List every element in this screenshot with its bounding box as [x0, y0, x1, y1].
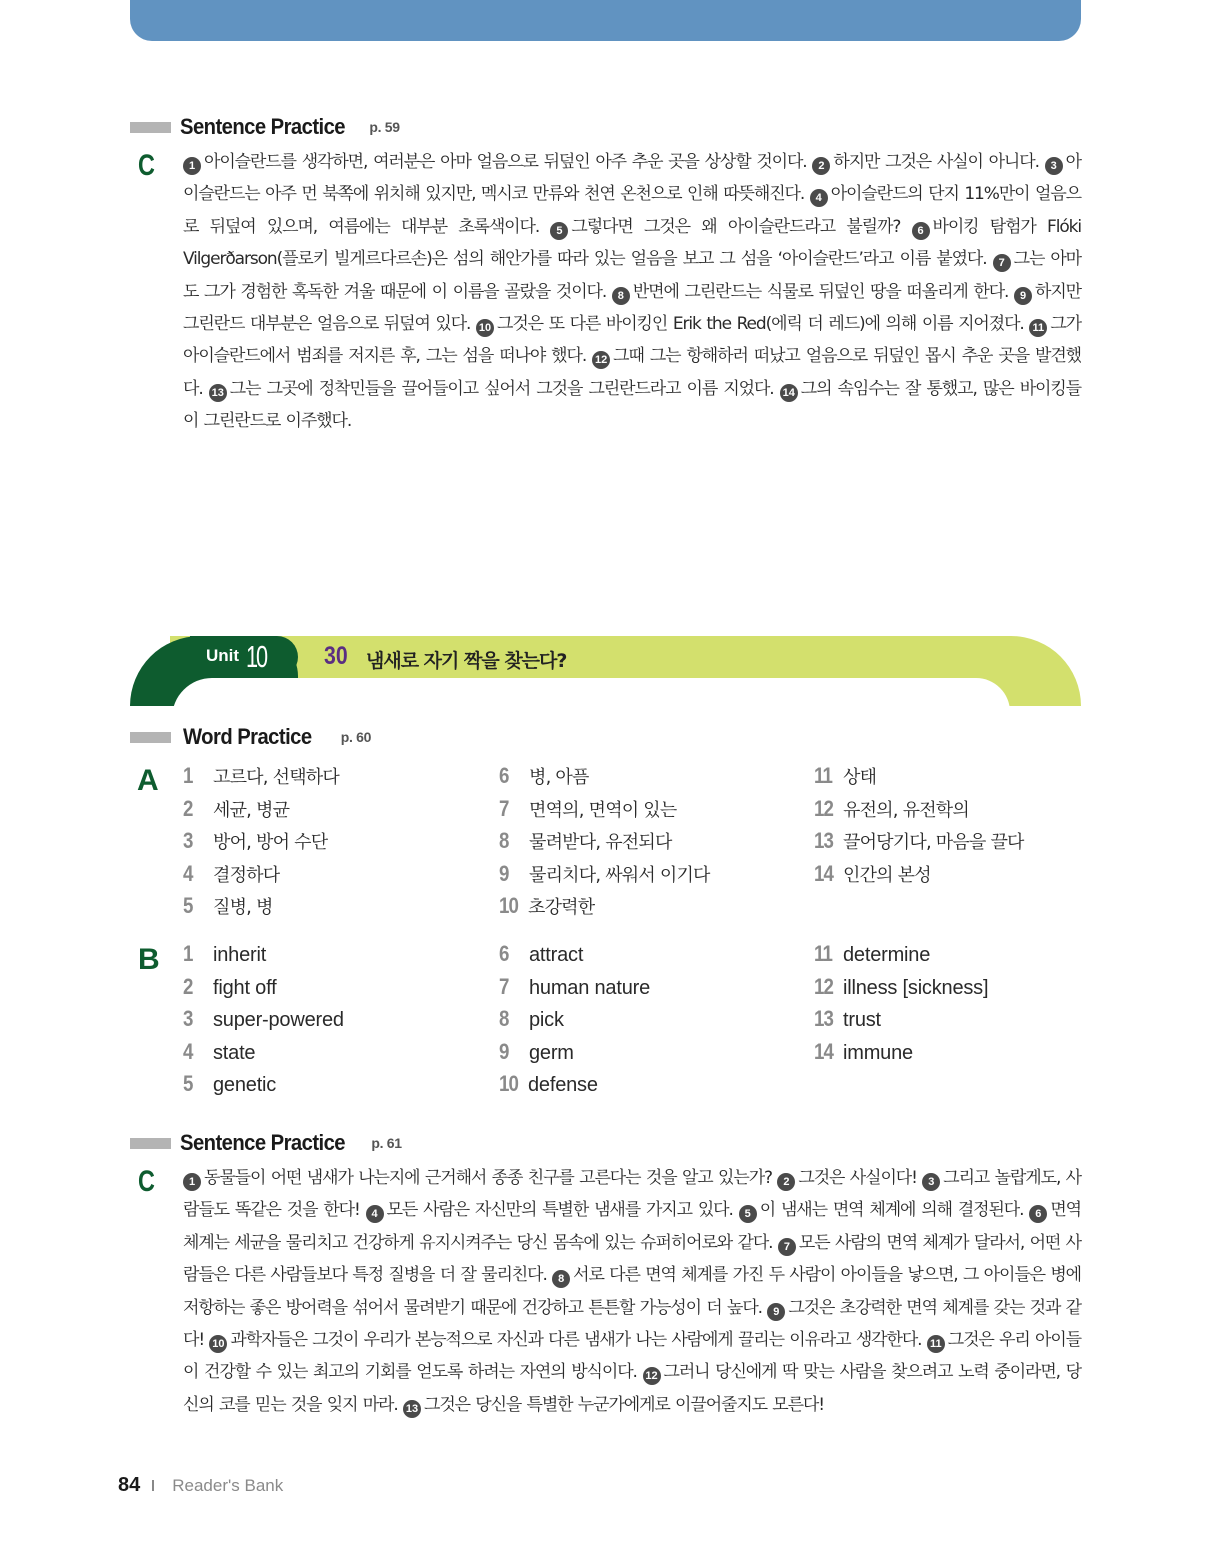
word-text: 초강력한: [528, 897, 595, 918]
book-title: Reader's Bank: [172, 1475, 284, 1495]
sentence-number-icon: 1: [183, 157, 201, 175]
word-text: state: [213, 1041, 256, 1064]
word-number: 9: [499, 1038, 510, 1064]
sentence-number-icon: 13: [403, 1400, 421, 1418]
section-bar-icon: [130, 122, 171, 133]
sentence-number-icon: 7: [993, 254, 1011, 272]
sentence-text: 그는 아마도 그가 경험한 혹독한 겨울 때문에 이 이름을 골랐을 것이다.: [183, 249, 1082, 302]
sentence-number-icon: 8: [552, 1270, 570, 1288]
word-text: 방어, 방어 수단: [213, 832, 328, 853]
word-number: 4: [183, 860, 194, 886]
section-title: Sentence Practice: [180, 114, 346, 139]
sentence-text: 하지만 그것은 사실이 아니다.: [833, 152, 1045, 172]
sentence-text: 그가 아이슬란드에서 범죄를 저지른 후, 그는 섬을 떠나야 했다.: [183, 314, 1082, 367]
sentence-paragraph-2: [183, 1162, 1081, 1421]
word-item: [183, 763, 339, 796]
word-item: [183, 893, 339, 926]
sentence-number-icon: 4: [366, 1205, 384, 1223]
word-item: [814, 974, 988, 1007]
sentence-text: 그것은 또 다른 바이킹인 Erik the Red(에릭 더 레드)에 의해 이름 지어졌다.: [497, 314, 1030, 335]
word-item: [183, 861, 339, 894]
section-header-sentence-practice-2: [130, 1128, 402, 1158]
word-text: determine: [843, 944, 931, 966]
word-number: 14: [814, 1038, 834, 1064]
word-item: [183, 974, 344, 1007]
sentence-number-icon: 2: [812, 157, 830, 175]
sentence-number-icon: 12: [592, 351, 610, 369]
sentence-number-icon: 14: [780, 384, 798, 402]
word-item: [814, 1006, 988, 1039]
word-text: 면역의, 면역이 있는: [529, 799, 677, 821]
word-text: illness [sickness]: [843, 976, 989, 999]
page-footer: [118, 1474, 283, 1497]
sentence-number-icon: 7: [778, 1238, 796, 1256]
word-item: [183, 1039, 344, 1072]
word-number: 1: [183, 941, 194, 966]
word-text: genetic: [213, 1074, 277, 1096]
sentence-text: 아이슬란드를 생각하면, 여러분은 아마 얼음으로 뒤덮인 아주 추운 곳을 상상할 것이다.: [204, 152, 813, 172]
sentence-text: 이 냄새는 면역 체계에 의해 결정된다.: [759, 1200, 1030, 1221]
lesson-number: 30: [324, 642, 348, 670]
word-column: [183, 763, 339, 926]
sentence-number-icon: 11: [1029, 319, 1047, 337]
section-header-word-practice: [130, 722, 371, 752]
word-item: [814, 763, 1024, 796]
section-title: Word Practice: [183, 724, 312, 749]
sentence-text: 하지만 그린란드 대부분은 얼음으로 뒤덮여 있다.: [183, 281, 1081, 335]
sentence-number-icon: 9: [767, 1303, 785, 1321]
page-number: 84: [118, 1474, 141, 1496]
sentence-number-icon: 8: [612, 287, 630, 305]
word-item: [499, 893, 710, 926]
word-text: 고르다, 선택하다: [213, 767, 339, 788]
sentence-number-icon: 1: [183, 1173, 201, 1191]
word-number: 1: [183, 763, 194, 788]
sentence-text: 바이킹 탐험가 Flóki Vilgerðarson(플로키 빌게르다르손)은 섬의 해안가를 따라 있는 얼음을 보고 그 섬을 ‘아이슬란드’라고 이름 붙였다.: [183, 216, 1081, 270]
sentence-text: 그것은 초강력한 면역 체계를 갖는 것과 같다!: [183, 1297, 1082, 1351]
sentence-text: 과학자들은 그것이 우리가 본능적으로 자신과 다른 냄새가 나는 사람에게 끌리는 이유라고 생각한다.: [230, 1330, 927, 1351]
word-number: 14: [814, 860, 834, 886]
word-column: [499, 941, 650, 1104]
word-item: [499, 1071, 650, 1104]
sentence-text: 그것은 당신을 특별한 누군가에게로 이끌어줄지도 모른다!: [424, 1394, 824, 1415]
word-text: 물리치다, 싸워서 이기다: [529, 864, 710, 886]
unit-label: Unit: [206, 646, 240, 665]
word-number: 10: [499, 893, 519, 918]
exercise-letter-c: C: [138, 1165, 155, 1198]
word-item: [814, 861, 1024, 894]
word-text: 결정하다: [213, 864, 280, 886]
sentence-number-icon: 4: [810, 189, 828, 207]
word-text: immune: [843, 1041, 913, 1064]
word-number: 8: [499, 828, 510, 853]
word-text: 상태: [843, 767, 877, 788]
word-item: [499, 1039, 650, 1072]
word-number: 12: [814, 795, 834, 821]
sentence-number-icon: 3: [1045, 157, 1063, 175]
word-number: 13: [814, 828, 834, 853]
word-item: [183, 828, 339, 861]
word-text: 세균, 병균: [213, 799, 290, 821]
word-number: 13: [814, 1006, 834, 1031]
word-text: fight off: [213, 976, 277, 999]
word-text: 인간의 본성: [843, 864, 931, 886]
section-bar-icon: [130, 1138, 171, 1149]
word-item: [499, 941, 650, 974]
word-number: 4: [183, 1038, 194, 1064]
word-column: [499, 763, 710, 926]
word-item: [499, 1006, 650, 1039]
sentence-number-icon: 12: [643, 1367, 661, 1385]
sentence-text: 그리고 놀랍게도, 사람들도 똑같은 것을 한다!: [183, 1168, 1082, 1221]
lesson-title: 냄새로 자기 짝을 찾는다?: [366, 650, 567, 672]
word-item: [814, 828, 1024, 861]
word-number: 11: [814, 941, 833, 966]
word-text: germ: [529, 1041, 574, 1064]
word-number: 5: [183, 1071, 194, 1096]
word-item: [499, 828, 710, 861]
word-number: 6: [499, 763, 510, 788]
word-item: [814, 796, 1024, 829]
sentence-text: 면역 체계는 세균을 물리치고 건강하게 유지시켜주는 당신 몸속에 있는 슈퍼히어로와 같다.: [183, 1200, 1081, 1253]
sentence-text: 아이슬란드는 아주 먼 북쪽에 위치해 있지만, 멕시코 만류와 천연 온천으로 인해 따뜻해진다.: [183, 152, 1081, 205]
word-text: pick: [529, 1009, 564, 1031]
sentence-number-icon: 5: [739, 1205, 757, 1223]
word-number: 6: [499, 941, 510, 966]
sentence-number-icon: 5: [550, 222, 568, 240]
word-number: 2: [183, 973, 194, 999]
sentence-number-icon: 10: [476, 319, 494, 337]
section-title: Sentence Practice: [180, 1130, 346, 1155]
word-text: super-powered: [213, 1009, 344, 1031]
word-number: 3: [183, 828, 194, 853]
section-bar-icon: [130, 732, 171, 743]
word-item: [499, 796, 710, 829]
sentence-number-icon: 2: [777, 1173, 795, 1191]
sentence-number-icon: 11: [927, 1335, 945, 1353]
exercise-letter-c: C: [138, 149, 155, 182]
unit-number: 10: [246, 639, 266, 674]
sentence-text: 아이슬란드의 단지 11%만이 얼음으로 뒤덮여 있으며, 여름에는 대부분 초록색이다.: [183, 184, 1081, 237]
sentence-text: 그것은 사실이다!: [798, 1168, 923, 1188]
word-number: 5: [183, 893, 194, 918]
word-item: [814, 1039, 988, 1072]
sentence-text: 모든 사람은 자신만의 특별한 냄새를 가지고 있다.: [386, 1200, 739, 1221]
sentence-number-icon: 13: [209, 384, 227, 402]
word-text: human nature: [529, 976, 651, 999]
word-item: [499, 974, 650, 1007]
word-item: [814, 941, 988, 974]
word-column: [814, 763, 1024, 893]
word-number: 8: [499, 1006, 510, 1031]
exercise-letter-b: B: [138, 943, 160, 976]
word-item: [183, 941, 344, 974]
word-number: 10: [499, 1071, 519, 1096]
word-text: attract: [529, 944, 584, 966]
sentence-number-icon: 3: [922, 1173, 940, 1191]
word-text: 끌어당기다, 마음을 끌다: [843, 832, 1024, 853]
word-item: [183, 796, 339, 829]
word-number: 9: [499, 860, 510, 886]
word-number: 11: [814, 763, 833, 788]
sentence-text: 그때 그는 항해하러 떠났고 얼음으로 뒤덮인 몹시 추운 곳을 발견했다.: [183, 346, 1081, 399]
word-column: [814, 941, 988, 1071]
top-banner: [130, 0, 1081, 41]
sentence-number-icon: 10: [209, 1335, 227, 1353]
word-column: [183, 941, 344, 1104]
sentence-text: 동물들이 어떤 냄새가 나는지에 근거해서 종종 친구를 고른다는 것을 알고 있는가?: [204, 1168, 778, 1188]
word-number: 12: [814, 973, 834, 999]
section-page-ref: p. 60: [340, 729, 372, 745]
word-text: inherit: [213, 944, 267, 966]
sentence-number-icon: 6: [1029, 1205, 1047, 1223]
word-number: 2: [183, 795, 194, 821]
word-number: 3: [183, 1006, 194, 1031]
section-page-ref: p. 61: [371, 1135, 402, 1151]
unit-banner: [130, 636, 1081, 706]
word-text: 병, 아픔: [529, 767, 589, 788]
section-page-ref: p. 59: [369, 119, 400, 135]
sentence-text: 그렇다면 그것은 왜 아이슬란드라고 불릴까?: [571, 216, 912, 237]
word-item: [499, 861, 710, 894]
sentence-text: 그의 속임수는 잘 통했고, 많은 바이킹들이 그린란드로 이주했다.: [183, 378, 1081, 432]
sentence-text: 그것은 우리 아이들이 건강할 수 있는 최고의 기회를 얻도록 하려는 자연의 방식이다.: [183, 1330, 1082, 1383]
section-header-sentence-practice-1: [130, 112, 400, 142]
sentence-text: 반면에 그린란드는 식물로 뒤덮인 땅을 떠올리게 한다.: [632, 281, 1015, 302]
word-text: 유전의, 유전학의: [843, 799, 969, 821]
sentence-number-icon: 6: [912, 222, 930, 240]
word-item: [183, 1071, 344, 1104]
footer-divider: [152, 1480, 154, 1491]
sentence-text: 그러니 당신에게 딱 맞는 사람을 찾으려고 노력 중이라면, 당신의 코를 믿는 것을 잊지 마라.: [183, 1362, 1081, 1415]
word-text: defense: [528, 1074, 598, 1096]
word-number: 7: [499, 973, 510, 999]
word-text: 질병, 병: [213, 897, 273, 918]
word-number: 7: [499, 795, 510, 821]
exercise-letter-a: A: [137, 764, 159, 797]
sentence-paragraph-1: [183, 146, 1081, 438]
word-text: trust: [843, 1009, 881, 1031]
word-item: [183, 1006, 344, 1039]
sentence-text: 서로 다른 면역 체계를 가진 두 사람이 아이들을 낳으면, 그 아이들은 병에 저항하는 좋은 방어력을 섞어서 물려받기 때문에 건강하고 튼튼할 가능성이 더 높다.: [183, 1265, 1082, 1318]
word-text: 물려받다, 유전되다: [529, 832, 672, 853]
sentence-number-icon: 9: [1014, 287, 1032, 305]
sentence-text: 그는 그곳에 정착민들을 끌어들이고 싶어서 그것을 그린란드라고 이름 지었다.: [229, 378, 780, 399]
sentence-text: 모든 사람의 면역 체계가 달라서, 어떤 사람들은 다른 사람들보다 특정 질병을 더 잘 물리친다.: [183, 1232, 1081, 1286]
word-item: [499, 763, 710, 796]
